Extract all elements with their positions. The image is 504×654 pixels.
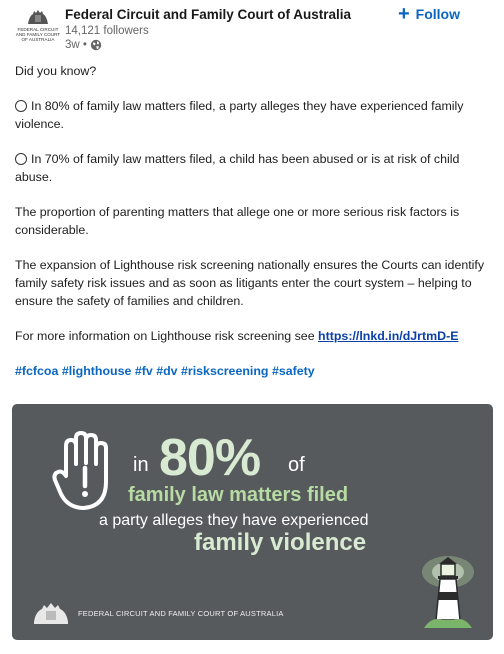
hashtag[interactable]: #riskscreening	[181, 364, 269, 378]
logo-text: FEDERAL CIRCUIT AND FAMILY COURT OF AUSTRALIA	[15, 27, 61, 43]
hashtag[interactable]: #fcfcoa	[15, 364, 59, 378]
lighthouse-icon	[420, 554, 476, 632]
follower-count: 14,121 followers	[65, 25, 149, 37]
org-name-link[interactable]: Federal Circuit and Family Court of Australia	[65, 7, 352, 22]
follow-button-label: Follow	[415, 6, 460, 22]
hand-stop-icon	[52, 430, 118, 514]
post-meta	[65, 39, 102, 51]
post-time: 3w •	[65, 39, 87, 51]
coat-of-arms-icon	[30, 600, 72, 626]
org-logo[interactable]	[15, 8, 61, 50]
post-image[interactable]	[12, 404, 493, 640]
banner-footer: FEDERAL CIRCUIT AND FAMILY COURT OF AUSTRALIA	[78, 609, 284, 618]
banner-line-2: a party alleges they have experienced	[99, 512, 369, 529]
post-para-2: The expansion of Lighthouse risk screening nationally ensures the Courts can identify family safety risk issues and as soon as litigants enter the court system – helping to ensure the safety of families and children.	[15, 258, 485, 308]
hashtag[interactable]: #dv	[156, 364, 178, 378]
post-link[interactable]: https://lnkd.in/dJrtmD-E	[318, 329, 459, 343]
coat-of-arms-icon	[26, 8, 50, 26]
follow-button[interactable]	[397, 3, 460, 25]
hashtag[interactable]: #lighthouse	[61, 364, 132, 378]
post-stat-1: In 80% of family law matters filed, a party alleges they have experienced family violence.	[15, 99, 464, 131]
post-header	[0, 0, 504, 58]
hashtag-list	[15, 362, 493, 380]
post-para-1: The proportion of parenting matters that allege one or more serious risk factors is considerable.	[15, 205, 460, 237]
post-intro: Did you know?	[15, 64, 97, 78]
banner-percent: 80%	[159, 429, 261, 487]
plus-icon: +	[397, 3, 410, 25]
hashtag[interactable]: #fv	[134, 364, 153, 378]
banner-line-3: family violence	[194, 529, 367, 556]
banner-in: in	[133, 454, 149, 476]
banner-of: of	[288, 454, 305, 476]
hashtag[interactable]: #safety	[271, 364, 315, 378]
banner-line-1: family law matters filed	[128, 484, 349, 506]
post-body	[15, 62, 493, 397]
circle-icon	[15, 100, 27, 112]
circle-icon	[15, 153, 27, 165]
post-stat-2: In 70% of family law matters filed, a child has been abused or is at risk of child abuse.	[15, 152, 460, 184]
globe-icon	[90, 39, 102, 51]
post-more-info: For more information on Lighthouse risk screening see https://lnkd.in/dJrtmD-E	[15, 329, 459, 343]
